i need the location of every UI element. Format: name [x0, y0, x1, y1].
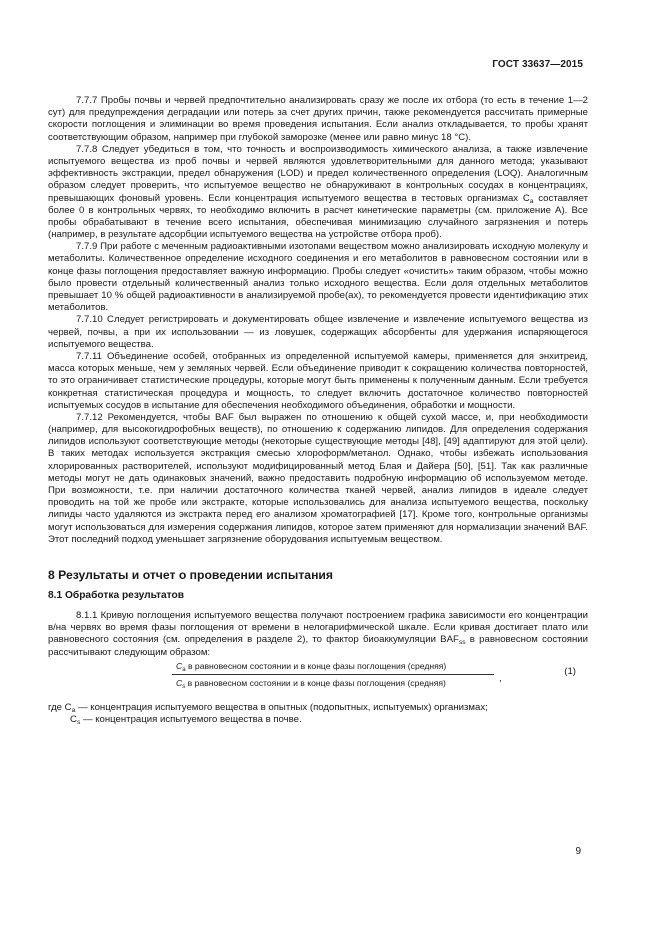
paragraph-7-7-7: 7.7.7 Пробы почвы и червей предпочтительно анализировать сразу же после их отбора (то есть в течение 1—2 сут) для предупреждения деградации или потерь за счет других причин, также рекомендуется рассчитать примерные скорости поглощения и элиминации во время проведения испытания. Если анализ откладывается, то пробы хранят соответствующим образом, например при глубокой заморозке (менее или равно минус 18 °С). — [48, 95, 588, 143]
page-number: 9 — [575, 846, 581, 857]
section-8-heading: 8 Результаты и отчет о проведении испытания — [48, 567, 334, 582]
formula-denominator: $C_s$ в равновесном состоянии и в конце фазы поглощения (средняя) — [176, 677, 446, 690]
paragraph-7-7-9: 7.7.9 При работе с меченным радиоактивными изотопами веществом можно анализировать исходную молекулу и метаболиты. Количественное определение исходного соединения и его метаболитов в равновесном состоянии или в конце фазы поглощения предоставляет важную информацию. Пробы следует «очистить» таким образом, чтобы можно было провести отдельный количественный анализ только исходного вещества. Если доля отдельных метаболитов превышает 10 % общей радиоактивности в анализируемой пробе(ах), то рекомендуется провести идентификацию этих метаболитов. — [48, 241, 588, 314]
paragraph-7-7-10: 7.7.10 Следует регистрировать и документировать общее извлечение и извлечение испытуемого вещества из червей, почвы, а при их использовании — из ловушек, содержащих абсорбенты для удержания испаряющегося испытуемого вещества. — [48, 314, 588, 350]
where-line-cs: $С_s$ — концентрация испытуемого вещества в почве. — [70, 713, 302, 726]
paragraph-8-1-1: 8.1.1 Кривую поглощения испытуемого вещества получают построением графика зависимости его концентрации в/на червях во время фазы поглощения от времени в нелогарифмической шкале. Если кривая достигает плато или равновесного состояния (см. определения в разделе 2), то фактор биоаккумуляции $BAF_{ss}$ в равновесном состоянии рассчитывают следующим образом: — [48, 609, 588, 658]
subscript-a: a — [529, 197, 534, 205]
formula-fraction — [172, 660, 498, 689]
formula-numerator: $C_a$ в равновесном состоянии и в конце фазы поглощения (средняя) — [176, 660, 447, 673]
formula-number: (1) — [564, 665, 576, 677]
subscript-ss: ss — [458, 639, 466, 647]
fraction-bar — [172, 674, 494, 675]
formula-1 — [48, 660, 588, 696]
paragraph-7-7-8: 7.7.8 Следует убедиться в том, что точность и воспроизводимость химического анализа, а также извлечение испытуемого вещества из проб почвы и червей являются удовлетворительными для данного метода; указывают эффективность экстракции, предел обнаружения (LOD) и предел количественного определения (LOQ). Аналогичным образом следует проверить, что испытуемое вещество не обнаруживают в контрольных сосудах в концентрациях, превышающих фоновый уровень. Если концентрация испытуемого вещества в тестовых организмах $С_a$ составляет более 0 в контрольных червях, то необходимо включить в расчет кинетические параметры (см. приложение А). Все пробы обрабатывают в течение всего испытания, обеспечивая минимизацию случайного загрязнения и потерь (например, в результате адсорбции испытуемого вещества на устройстве отбора проб). — [48, 143, 588, 241]
formula-comma: , — [499, 672, 502, 684]
paragraph-7-7-12: 7.7.12 Рекомендуется, чтобы BAF был выражен по отношению к общей сухой массе, и, при необходимости (например, для высокогидрофобных веществ), по отношению к содержанию липидов. Для определения содержания липидов используют соответствующие методы (некоторые существующие методы [48], [49] адаптируют для этой цели). В таких методах используется экстракция смесью хлороформ/метанол. Однако, чтобы избежать использования хлорированных растворителей, используют модифицированный метод Блая и Дайера [50], [51]. Так как различные методы могут не дать одинаковых значений, важно предоставить подробную информацию об используемом методе. При возможности, т.е. при наличии достаточного количества тканей червей, анализ липидов в идеале следует проводить на той же пробе или экстракте, которые использовались для анализа испытуемого вещества, поскольку липиды часто удаляются из экстракта перед его анализом хроматографией [17]. Кроме того, контрольные организмы могут использоваться для измерения содержания липидов, которое затем применяют для нормализации значений BAF. Этот последний подход уменьшает загрязнение оборудования испытуемым веществом. — [48, 411, 588, 545]
page-content — [48, 95, 588, 726]
where-line-ca: где $С_a$ — концентрация испытуемого вещества в опытных (подопытных, испытуемых) организмах; — [48, 701, 488, 714]
section-8-1-heading: 8.1 Обработка результатов — [48, 589, 185, 601]
standard-header: ГОСТ 33637—2015 — [492, 59, 583, 70]
paragraph-7-7-11: 7.7.11 Объединение особей, отобранных из определенной испытуемой камеры, применяется для энхитреид, масса которых меньше, чем у земляных червей. Если объединение приводит к сокращению количества повторностей, то это ограничивает статистические процедуры, которые могут быть применены к полученным данным. Если требуется конкретная статистическая процедура и мощность, то следует включить достаточное количество повторностей испытуемых сосудов в испытание для обеспечения необходимого объединения, обработки и мощности. — [48, 350, 588, 411]
